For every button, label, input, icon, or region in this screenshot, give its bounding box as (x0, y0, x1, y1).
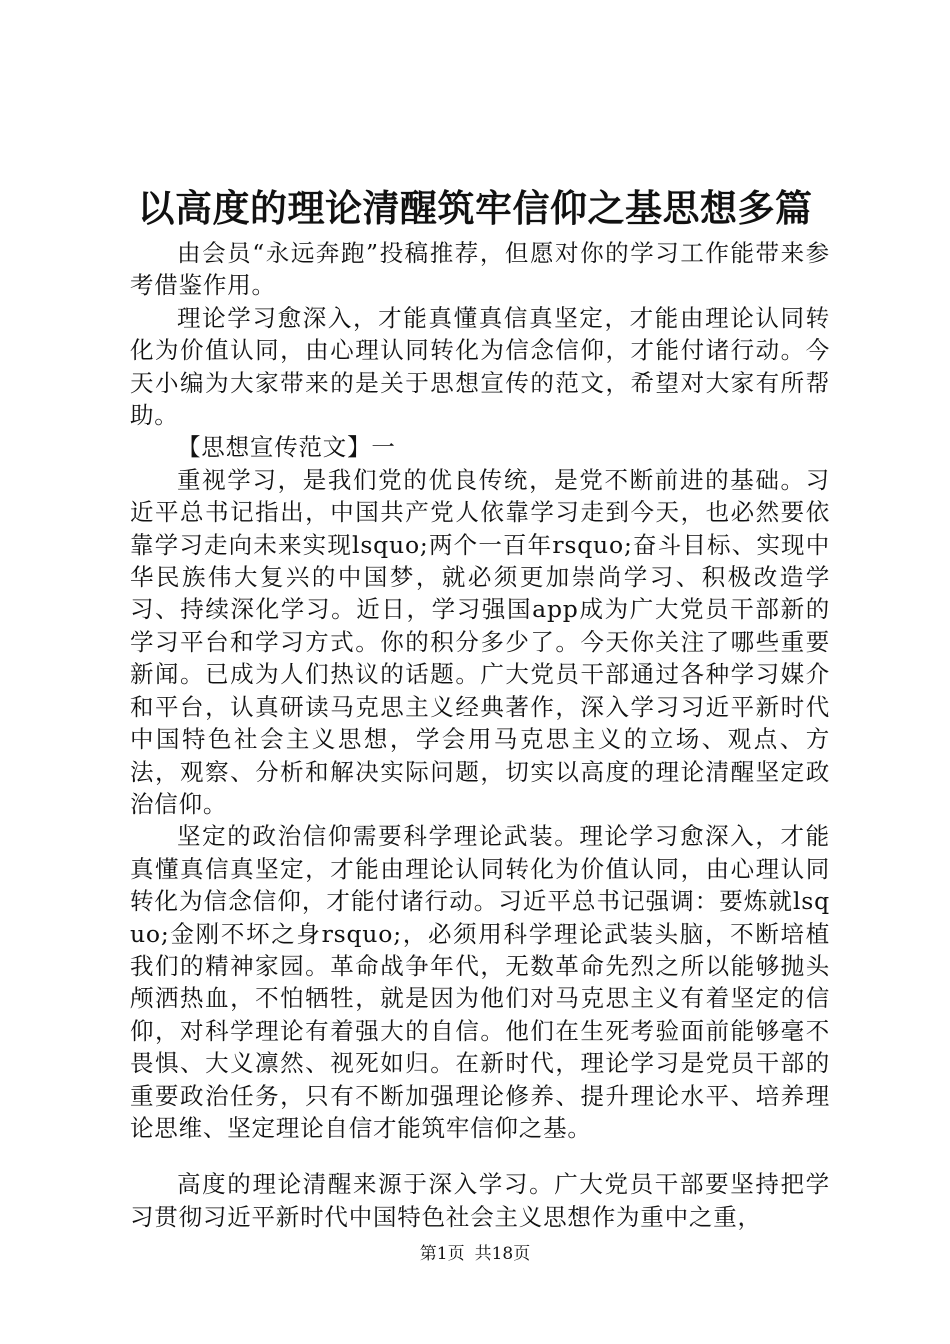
page-total: 共18页 (474, 1244, 531, 1264)
paragraph-body-1: 重视学习，是我们党的优良传统，是党不断前进的基础。习近平总书记指出，中国共产党人依靠学习走到今天，也必然要依靠学习走向未来实现lsquo;两个一百年rsquo;奋斗目标、实现中华民族伟大复兴的中国梦，就必须更加崇尚学习、积极改造学习、持续深化学习。近日，学习强国app成为广大党员干部新的学习平台和学习方式。你的积分多少了。今天你关注了哪些重要新闻。已成为人们热议的话题。广大党员干部通过各种学习媒介和平台，认真研读马克思主义经典著作，深入学习习近平新时代中国特色社会主义思想，学会用马克思主义的立场、观点、方法，观察、分析和解决实际问题，切实以高度的理论清醒坚定政治信仰。 (130, 465, 830, 818)
section-heading: 【思想宣传范文】一 (177, 433, 396, 462)
paragraph-body-3: 高度的理论清醒来源于深入学习。广大党员干部要坚持把学习贯彻习近平新时代中国特色社会主义思想作为重中之重， (130, 1170, 830, 1231)
paragraph-summary: 理论学习愈深入，才能真懂真信真坚定，才能由理论认同转化为价值认同，由心理认同转化为信念信仰，才能付诸行动。今天小编为大家带来的是关于思想宣传的范文，希望对大家有所帮助。 (130, 303, 830, 430)
page-number: 第1页 (419, 1244, 465, 1264)
paragraph-body-2: 坚定的政治信仰需要科学理论武装。理论学习愈深入，才能真懂真信真坚定，才能由理论认同转化为价值认同，由心理认同转化为信念信仰，才能付诸行动。习近平总书记强调：要炼就lsquo;金刚不坏之身rsquo;，必须用科学理论武装头脑，不断培植我们的精神家园。革命战争年代，无数革命先烈之所以能够抛头颅洒热血，不怕牺牲，就是因为他们对马克思主义有着坚定的信仰，对科学理论有着强大的自信。他们在生死考验面前能够毫不畏惧、大义凛然、视死如归。在新时代，理论学习是党员干部的重要政治任务，只有不断加强理论修养、提升理论水平、培养理论思维、坚定理论自信才能筑牢信仰之基。 (130, 822, 830, 1142)
paragraph-intro: 由会员“永远奔跑”投稿推荐，但愿对你的学习工作能带来参考借鉴作用。 (130, 239, 830, 300)
page-footer (0, 1242, 950, 1266)
document-body (130, 237, 830, 1233)
document-title: 以高度的理论清醒筑牢信仰之基思想多篇 (137, 186, 813, 230)
